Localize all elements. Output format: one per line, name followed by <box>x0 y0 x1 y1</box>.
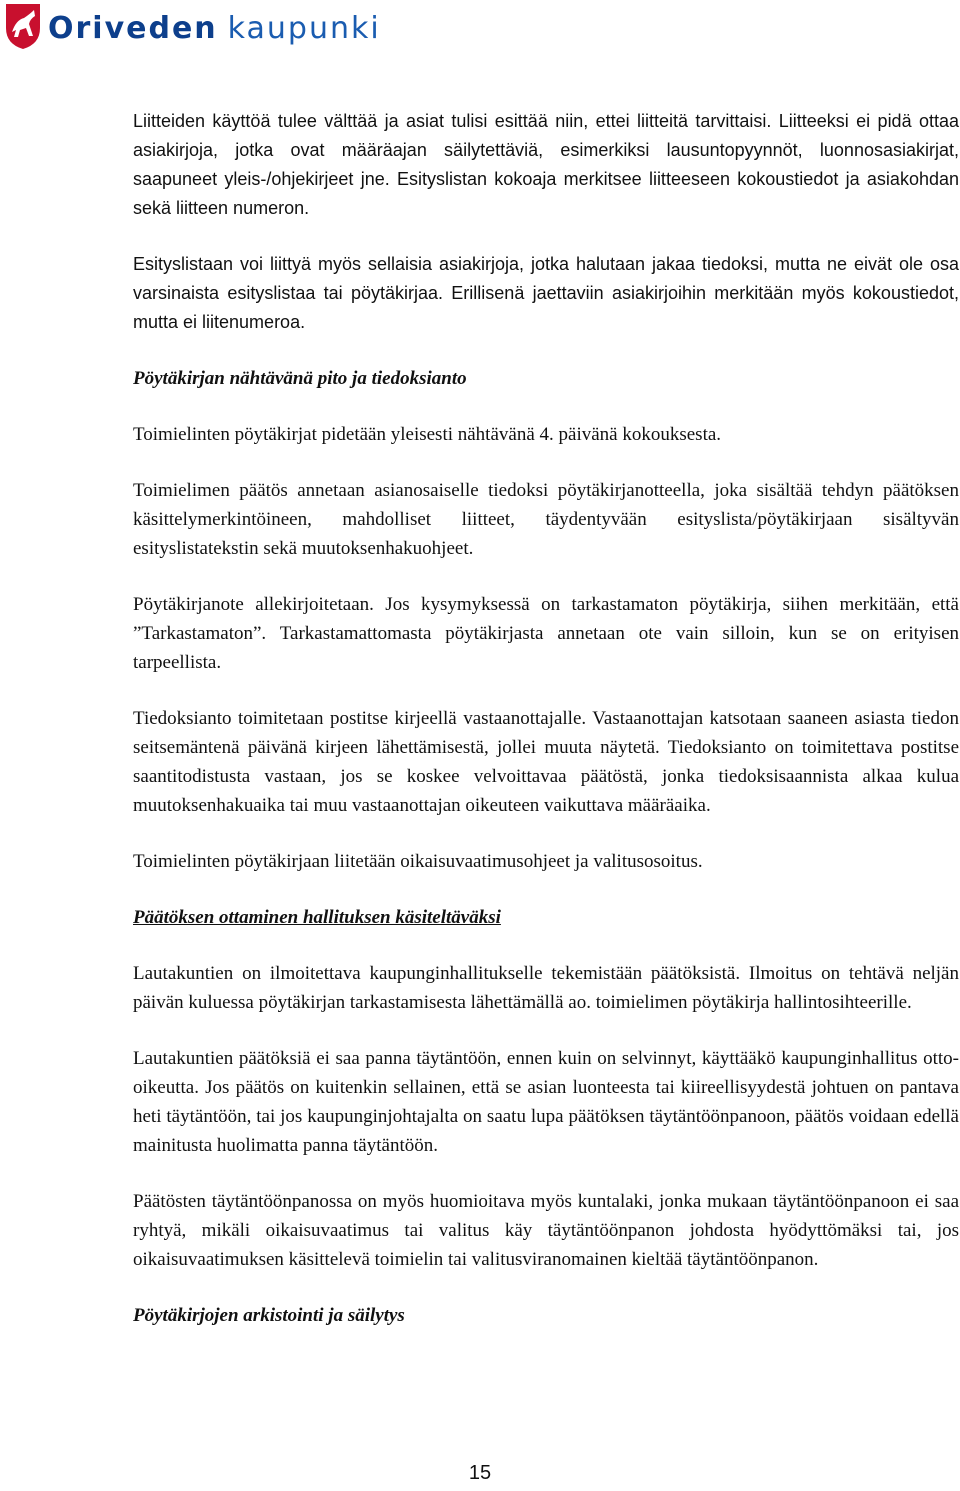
paragraph: Tiedoksianto toimitetaan postitse kirjeellä vastaanottajalle. Vastaanottajan katsotaan saaneen asiasta tiedon seitsemäntenä päivänä kirjeen lähettämisestä, jollei muuta näytetä. Tiedoksianto on toimitettava postitse saantitodistusta vastaan, jos se koskee velvoittavaa päätöstä, jonka tiedoksisaannista alkaa kulua muutoksenhakuaika tai muu vastaanottajan oikeuteen vaikuttava määräaika. <box>133 708 959 816</box>
page-number: 15 <box>468 1462 492 1484</box>
page-header <box>0 0 960 60</box>
paragraph: Toimielimen päätös annetaan asianosaiselle tiedoksi pöytäkirjanotteella, joka sisältää tehdyn päätöksen käsittelymerkintöineen, mahdolliset liitteet, täydentyvään esityslista/pöytäkirjaan sisältyvän esityslistatekstin sekä muutoksenhakuohjeet. <box>133 480 959 559</box>
logo-name: Oriveden <box>48 11 218 46</box>
paragraph: Lautakuntien päätöksiä ei saa panna täytäntöön, ennen kuin on selvinnyt, käyttääkö kaupunginhallitus otto-oikeutta. Jos päätös on kuitenkin sellainen, että se asian luonteesta tai kiireellisyydestä johtuen on pantava heti täytäntöön, tai jos kaupunginjohtajalta on saatu lupa päätöksen täytäntöönpanoon, päätös voidaan edellä mainitusta huolimatta panna täytäntöön. <box>133 1048 959 1156</box>
paragraph: Toimielinten pöytäkirjaan liitetään oikaisuvaatimusohjeet ja valitusosoitus. <box>133 851 703 872</box>
paragraph: Lautakuntien on ilmoitettava kaupunginhallitukselle tekemistään päätöksistä. Ilmoitus on tehtävä neljän päivän kuluessa pöytäkirjan tarkastamisesta lähettämällä ao. toimielimen pöytäkirja hallintosihteerille. <box>133 963 959 1013</box>
paragraph: Pöytäkirjanote allekirjoitetaan. Jos kysymyksessä on tarkastamaton pöytäkirja, siihen merkitään, että ”Tarkastamaton”. Tarkastamattomasta pöytäkirjasta annetaan ote vain silloin, kun se on erityisen tarpeellista. <box>133 594 959 673</box>
paragraph: Liitteiden käyttöä tulee välttää ja asiat tulisi esittää niin, ettei liitteitä tarvittaisi. Liitteeksi ei pidä ottaa asiakirjoja, jotka ovat määräajan säilytettäviä, esimerkiksi lausuntopyynnöt, luonnosasiakirjat, saapuneet yleis-/ohjekirjeet jne. Esityslistan kokoaja merkitsee liitteeseen kokoustiedot ja asiakohdan sekä liitteen numeron. <box>133 111 959 218</box>
paragraph: Esityslistaan voi liittyä myös sellaisia asiakirjoja, jotka halutaan jakaa tiedoksi, mutta ne eivät ole osa varsinaista esityslistaa tai pöytäkirjaa. Erillisenä jaettaviin asiakirjoihin merkitään myös kokoustiedot, mutta ei liitenumeroa. <box>133 254 959 332</box>
section-heading: Pöytäkirjojen arkistointi ja säilytys <box>133 1305 405 1326</box>
section-heading: Pöytäkirjan nähtävänä pito ja tiedoksianto <box>133 368 467 389</box>
paragraph: Toimielinten pöytäkirjat pidetään yleisesti nähtävänä 4. päivänä kokouksesta. <box>133 424 722 445</box>
paragraph: Päätösten täytäntöönpanossa on myös huomioitava myös kuntalaki, jonka mukaan täytäntöönpanoon ei saa ryhtyä, mikäli oikaisuvaatimus tai valitus käy täytäntöönpanon johdosta hyödyttömäksi tai, jos oikaisuvaatimuksen käsittelevä toimielin tai valitusviranomainen kieltää täytäntöönpanon. <box>133 1191 959 1270</box>
logo-subtitle: kaupunki <box>227 11 381 46</box>
coat-of-arms-icon <box>4 2 42 50</box>
document-body <box>133 107 959 1357</box>
logo-wordmark <box>48 10 381 48</box>
section-heading: Päätöksen ottaminen hallituksen käsiteltäväksi <box>133 907 501 928</box>
